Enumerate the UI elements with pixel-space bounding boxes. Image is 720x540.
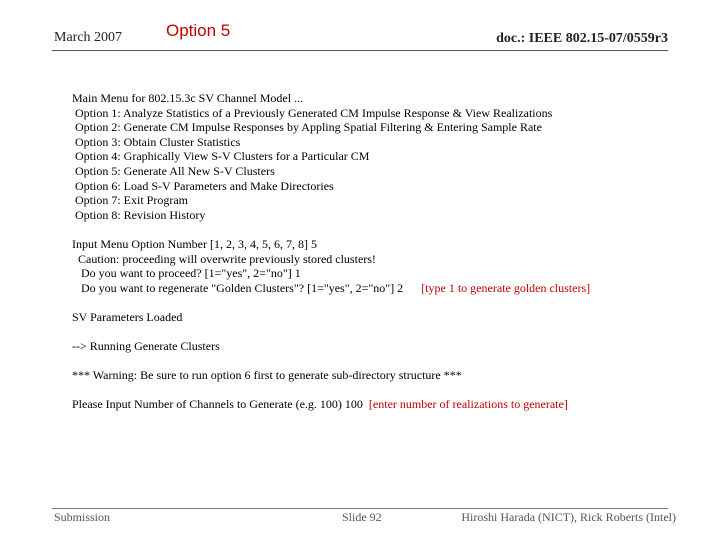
menu-heading: Main Menu for 802.15.3c SV Channel Model ... bbox=[72, 91, 304, 105]
menu-option-5: Option 5: Generate All New S-V Clusters bbox=[72, 163, 275, 178]
channels-note: [enter number of realizations to generate] bbox=[368, 397, 568, 412]
caution-message: Caution: proceeding will overwrite previously stored clusters! bbox=[72, 251, 376, 266]
warning-message: *** Warning: Be sure to run option 6 first to generate sub-directory structure *** bbox=[72, 368, 462, 383]
header-divider bbox=[52, 50, 668, 51]
running-message: --> Running Generate Clusters bbox=[72, 339, 220, 354]
menu-option-6: Option 6: Load S-V Parameters and Make Directories bbox=[72, 178, 334, 193]
menu-option-4: Option 4: Graphically View S-V Clusters for a Particular CM bbox=[72, 149, 370, 164]
menu-option-7: Option 7: Exit Program bbox=[72, 193, 188, 208]
proceed-prompt: Do you want to proceed? [1="yes", 2="no"] 1 bbox=[72, 266, 301, 281]
menu-option-1: Option 1: Analyze Statistics of a Previously Generated CM Impulse Response & View Realizations bbox=[72, 105, 553, 120]
regenerate-note: [type 1 to generate golden clusters] bbox=[421, 280, 591, 295]
channels-line bbox=[72, 397, 692, 412]
footer-divider bbox=[52, 508, 668, 509]
document-id: doc.: IEEE 802.15-07/0559r3 bbox=[496, 31, 668, 46]
menu-option-3: Option 3: Obtain Cluster Statistics bbox=[72, 134, 241, 149]
footer-submission: Submission bbox=[54, 510, 111, 524]
menu-option-2: Option 2: Generate CM Impulse Responses by Appling Spatial Filtering & Entering Sample Rate bbox=[72, 120, 542, 135]
menu-option-8: Option 8: Revision History bbox=[72, 207, 206, 222]
channels-prompt: Please Input Number of Channels to Generate (e.g. 100) 100 bbox=[72, 397, 363, 412]
slide-title: Option 5 bbox=[166, 21, 231, 40]
console-output bbox=[72, 91, 692, 412]
regenerate-line bbox=[72, 281, 692, 296]
footer-authors: Hiroshi Harada (NICT), Rick Roberts (Intel) bbox=[461, 510, 676, 524]
header-date: March 2007 bbox=[54, 30, 123, 45]
footer-slide-number: Slide 92 bbox=[342, 510, 382, 524]
input-prompt: Input Menu Option Number [1, 2, 3, 4, 5, 6, 7, 8] 5 bbox=[72, 236, 317, 251]
params-loaded: SV Parameters Loaded bbox=[72, 309, 183, 324]
regenerate-prompt: Do you want to regenerate "Golden Clusters"? [1="yes", 2="no"] 2 bbox=[72, 280, 404, 295]
